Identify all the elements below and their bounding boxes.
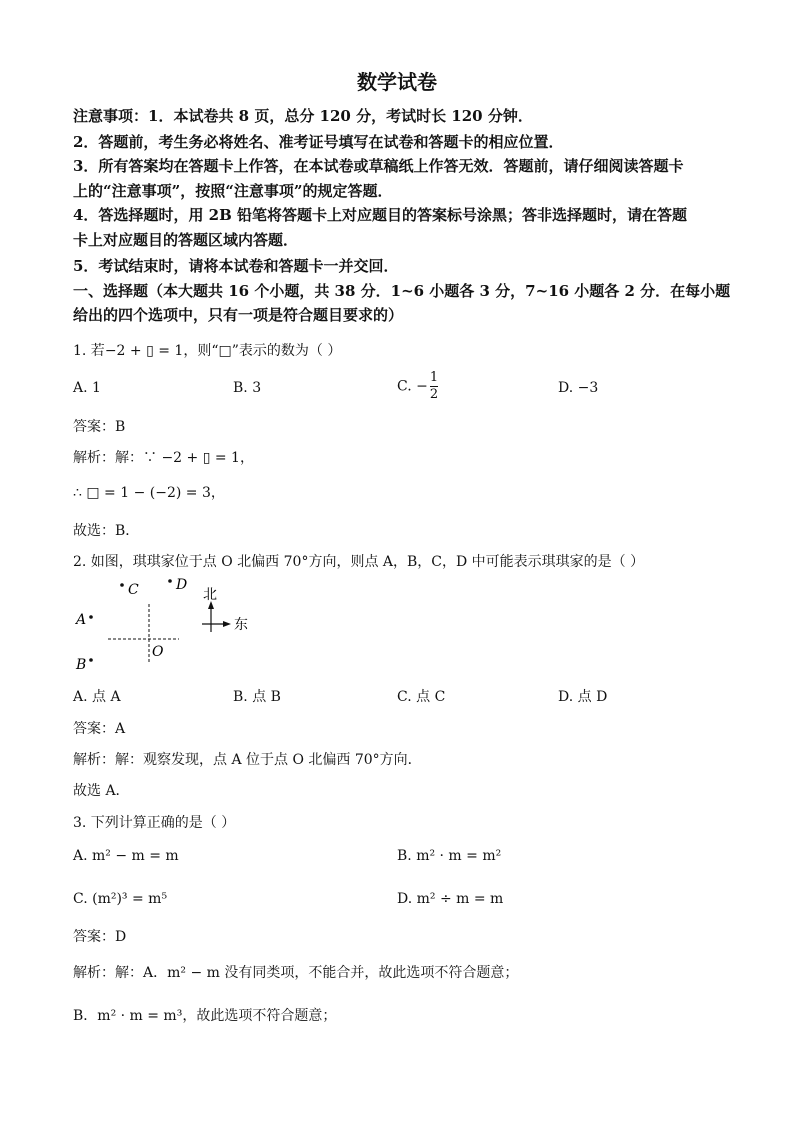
- point-c-dot: [120, 583, 124, 587]
- q1-stem-prefix: 1. 若: [73, 343, 105, 359]
- fraction-denominator: 2: [429, 387, 439, 402]
- point-a: [74, 612, 93, 628]
- q2-option-c: C. 点 C: [397, 689, 446, 705]
- point-c-label: C: [128, 582, 139, 598]
- point-d-label: D: [176, 577, 188, 593]
- q2-conclusion: 故选 A．: [73, 783, 130, 799]
- point-a-dot: [89, 615, 93, 619]
- q1-stem: [73, 340, 341, 360]
- notice-line-1: 注意事项：1．本试卷共 8 页，总分 120 分，考试时长 120 分钟．: [73, 107, 533, 125]
- q2-option-d: D. 点 D: [558, 689, 608, 705]
- q1-option-c: [397, 370, 438, 403]
- q1-conclusion: 故选：B．: [73, 523, 140, 539]
- notice-line-4: 上的“注意事项”，按照“注意事项”的规定答题．: [73, 182, 393, 200]
- q1-option-d: D. −3: [558, 380, 599, 396]
- point-b-label: B: [76, 657, 87, 673]
- q3-stem: 3. 下列计算正确的是（ ）: [73, 815, 236, 831]
- q1-answer: 答案：B: [73, 419, 126, 435]
- q3-option-d: D. m² ÷ m = m: [397, 891, 504, 907]
- page-title: 数学试卷: [357, 70, 437, 94]
- q2-option-a: A. 点 A: [73, 689, 121, 705]
- q1-option-c-fraction: [430, 370, 438, 403]
- q1-stem-suffix: ，则“□”表示的数为（ ）: [183, 343, 342, 359]
- q3-answer: 答案：D: [73, 929, 127, 945]
- q1-option-b: B. 3: [233, 380, 262, 396]
- q2-option-b: B. 点 B: [233, 689, 281, 705]
- notice-line-6: 卡上对应题目的答题区域内答题．: [73, 231, 299, 249]
- q2-analysis: 解析：解：观察发现，点 A 位于点 O 北偏西 70°方向．: [73, 752, 422, 768]
- notice-line-7: 5．考试结束时，请将本试卷和答题卡一并交回．: [73, 257, 399, 275]
- q2-answer: 答案：A: [73, 721, 126, 737]
- notice-line-3: 3．所有答案均在答题卡上作答，在本试卷或草稿纸上作答无效．答题前，请仔细阅读答题卡: [73, 157, 684, 175]
- point-d: [168, 577, 187, 593]
- q3-analysis-2: B．m² · m = m³，故此选项不符合题意；: [73, 1008, 337, 1024]
- q1-option-a: A. 1: [73, 380, 101, 396]
- north-label: 北: [203, 587, 217, 603]
- q3-analysis-1: 解析：解：A．m² − m 没有同类项，不能合并，故此选项不符合题意；: [73, 965, 519, 981]
- q1-stem-expression: −2 + ▯ = 1: [104, 343, 184, 359]
- point-d-dot: [168, 579, 172, 583]
- q3-option-c: C. (m²)³ = m⁵: [73, 891, 168, 907]
- q3-option-a: A. m² − m = m: [73, 848, 179, 864]
- compass-icon: [202, 587, 248, 633]
- point-c: [120, 582, 139, 598]
- section-heading-line-2: 给出的四个选项中，只有一项是符合题目要求的）: [73, 306, 404, 324]
- q2-stem: 2. 如图，琪琪家位于点 O 北偏西 70°方向，则点 A，B，C，D 中可能表示琪琪家的是（ ）: [73, 554, 645, 570]
- point-b: [75, 657, 93, 673]
- point-a-label: A: [76, 612, 87, 628]
- q2-direction-figure: [73, 574, 273, 674]
- section-heading-line-1: 一、选择题（本大题共 16 个小题，共 38 分．1~6 小题各 3 分，7~16 小题各 2 分．在每小题: [73, 282, 731, 300]
- fraction-numerator: 1: [429, 370, 439, 385]
- point-b-dot: [89, 658, 93, 662]
- notice-line-5: 4．答选择题时，用 2B 铅笔将答题卡上对应题目的答案标号涂黑；答非选择题时，请在答题: [73, 206, 688, 224]
- point-o-label: O: [152, 644, 164, 660]
- q3-option-b: B. m² · m = m²: [397, 848, 502, 864]
- q1-analysis-1: 解析：解：∵ −2 + ▯ = 1，: [73, 450, 254, 466]
- q1-option-c-label: C. −: [397, 378, 428, 395]
- notice-line-2: 2．答题前，考生务必将姓名、准考证号填写在试卷和答题卡的相应位置．: [73, 133, 564, 151]
- q1-analysis-2: ∴ □ = 1 − (−2) = 3，: [73, 485, 225, 501]
- east-label: 东: [234, 617, 248, 633]
